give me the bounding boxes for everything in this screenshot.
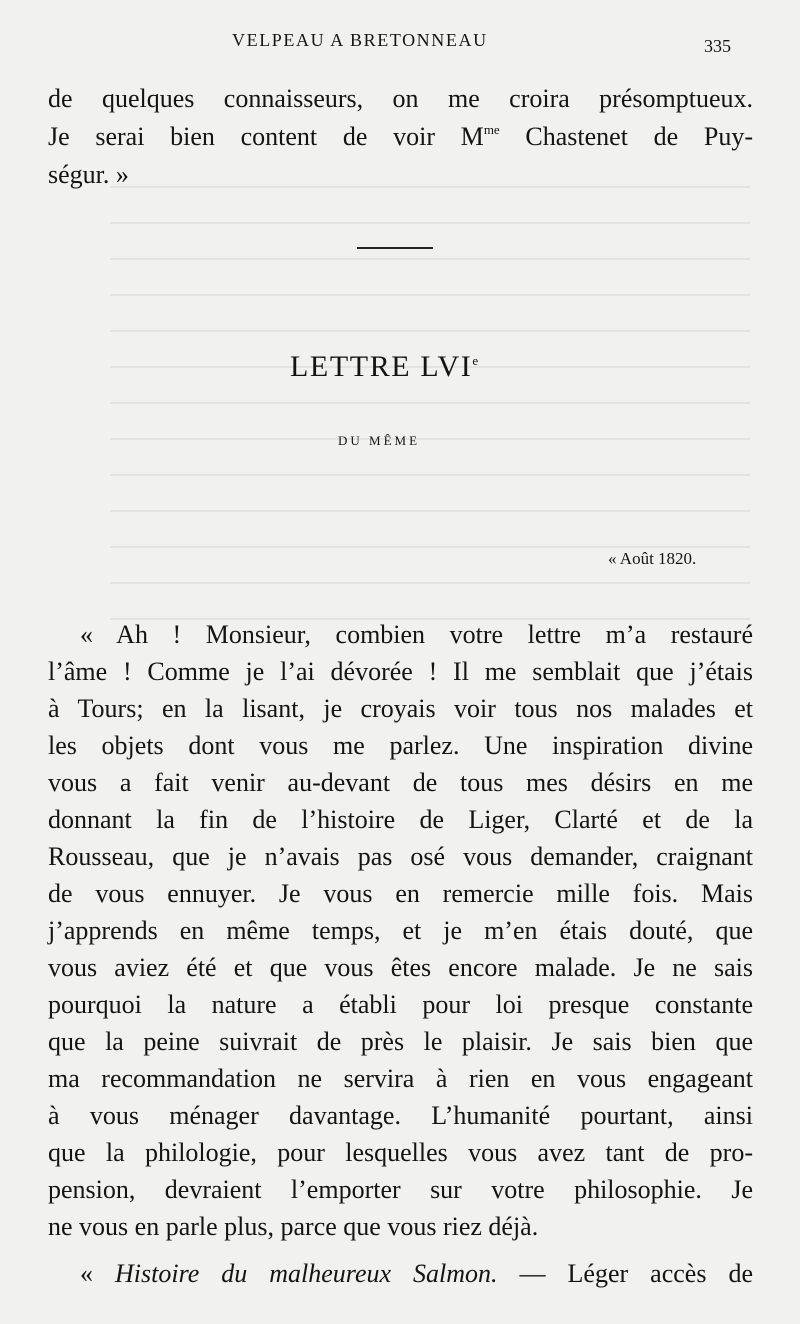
italic-title: Histoire du malheureux Salmon.	[115, 1259, 498, 1288]
text-fragment: Je serai bien content de voir M	[48, 122, 484, 151]
body-line: à vous ménager davantage. L’humanité pourtant, ainsi	[48, 1101, 753, 1130]
letter-subheading: DU MÊME	[338, 433, 421, 448]
body-line: vous aviez été et que vous êtes encore malade. Je ne sais	[48, 953, 753, 982]
body-line: j’apprends en même temps, et je m’en étais douté, que	[48, 916, 753, 945]
body-line: pourquoi la nature a établi pour loi presque constante	[48, 990, 753, 1019]
section-divider	[357, 247, 433, 249]
body-line: que la philologie, pour lesquelles vous avez tant de pro-	[48, 1138, 753, 1167]
paragraph-line	[80, 1261, 753, 1287]
body-line: l’âme ! Comme je l’ai dévorée ! Il me semblait que j’étais	[48, 657, 753, 686]
body-line: de vous ennuyer. Je vous en remercie mille fois. Mais	[48, 879, 753, 908]
body-line: vous a fait venir au-devant de tous mes désirs en me	[48, 768, 753, 797]
text-line-3: ségur. »	[48, 160, 129, 189]
body-line: pension, devraient l’emporter sur votre philosophie. Je	[48, 1175, 753, 1204]
text-line-2	[48, 124, 753, 150]
text-fragment: — Léger accès de	[497, 1259, 753, 1288]
superscript: me	[483, 122, 500, 137]
text-fragment: «	[80, 1259, 115, 1288]
body-line: que la peine suivrait de près le plaisir. Je sais bien que	[48, 1027, 753, 1056]
body-line: Rousseau, que je n’avais pas osé vous demander, craignant	[48, 842, 753, 871]
letter-title-text: LETTRE LVI	[290, 350, 473, 383]
running-head: VELPEAU A BRETONNEAU	[232, 30, 488, 50]
body-line: ma recommandation ne servira à rien en vous engageant	[48, 1064, 753, 1093]
text-fragment: Chastenet de Puy-	[499, 122, 754, 151]
body-line: donnant la fin de l’histoire de Liger, Clarté et de la	[48, 805, 753, 834]
body-line: les objets dont vous me parlez. Une inspiration divine	[48, 731, 753, 760]
letter-title-superscript: e	[472, 353, 480, 368]
letter-dateline: « Août 1820.	[608, 549, 697, 568]
body-line: à Tours; en la lisant, je croyais voir tous nos malades et	[48, 694, 753, 723]
body-line: ne vous en parle plus, parce que vous riez déjà.	[48, 1212, 539, 1241]
text-line-1: de quelques connaisseurs, on me croira présomptueux.	[48, 84, 753, 113]
body-line: « Ah ! Monsieur, combien votre lettre m’a restauré	[80, 620, 753, 649]
page-number: 335	[704, 36, 731, 56]
letter-title	[290, 350, 480, 384]
